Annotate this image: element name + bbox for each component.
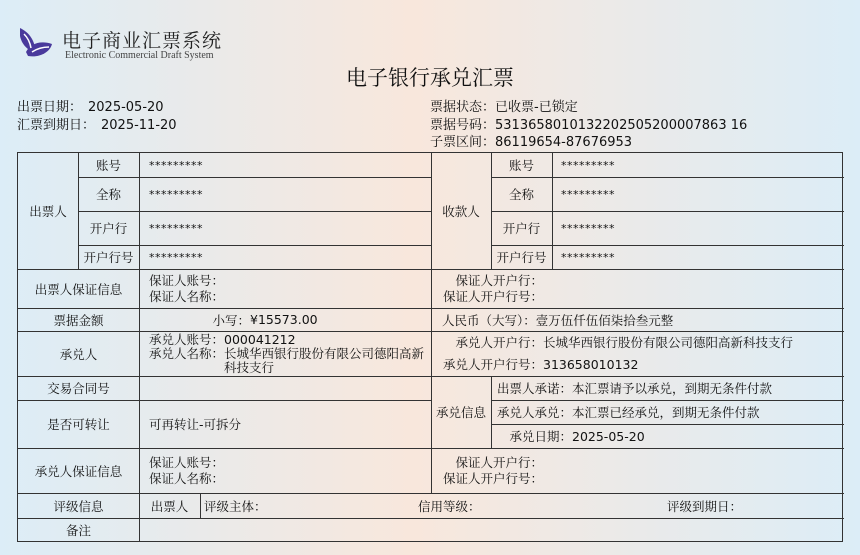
payee-bank-no-value: ********* [561, 250, 615, 264]
drawer-name-label: 全称 [95, 187, 121, 202]
drawer-guarantor-name-label: 保证人名称： [149, 288, 225, 304]
acceptor-name-label: 承兑人名称： [149, 345, 225, 361]
drawer-guarantee-right [442, 269, 842, 308]
payee-name-value: ********* [561, 187, 615, 201]
drawer-bank-value: ********* [149, 221, 203, 235]
drawer-guarantor-account-label: 保证人账号： [149, 272, 225, 288]
drawer-bank-label: 开户行 [89, 221, 128, 236]
acceptance-date [497, 424, 842, 448]
transfer-value: 可再转让-可拆分 [149, 417, 242, 432]
acceptor-guarantor-bank-label: 保证人开户行： [455, 454, 543, 470]
acceptor-account-value: 000041212 [224, 331, 296, 347]
issue-date [17, 96, 164, 115]
sub-bill-range-label: 子票区间： [430, 135, 496, 150]
due-date-value: 2025-11-20 [101, 118, 177, 133]
rating-entity-label: 评级主体： [204, 498, 267, 514]
drawer-guarantor-bank-label: 保证人开户行： [455, 272, 543, 288]
acceptor-label: 承兑人 [59, 346, 98, 362]
acceptor-name-value: 长城华西银行股份有限公司德阳高新科技支行 [224, 345, 425, 375]
rating-expiry [667, 493, 842, 518]
rating-grade-label: 信用等级： [418, 498, 481, 514]
remark-label: 备注 [65, 523, 91, 538]
drawer-bank-no-value: ********* [149, 250, 203, 264]
amount-small [149, 308, 429, 331]
payee-bank-no-label: 开户行号 [496, 250, 547, 265]
bill-status-label: 票据状态： [430, 100, 496, 115]
acceptor-account-label: 承兑人账号： [149, 331, 225, 347]
system-logo [16, 22, 236, 64]
due-date-label: 汇票到期日： [17, 118, 96, 133]
transfer-label: 是否可转让 [47, 417, 110, 432]
payee-bank-label: 开户行 [502, 221, 541, 236]
acceptor-bank-label: 承兑人开户行： [455, 334, 543, 350]
payee-name-label: 全称 [508, 187, 534, 202]
drawer-name-value: ********* [149, 187, 203, 201]
acceptor-left [149, 331, 431, 376]
acceptor-guarantee-left [149, 448, 429, 493]
acceptor-promise [497, 400, 842, 424]
amount-label: 票据金额 [53, 312, 104, 328]
bill-status [430, 96, 578, 115]
payee-account-value: ********* [561, 158, 615, 172]
bill-status-value: 已收票-已锁定 [495, 100, 578, 115]
amount-small-label: 小写： [212, 312, 250, 328]
rating-label: 评级信息 [53, 498, 104, 514]
remark-value [149, 518, 839, 542]
rating-subject: 出票人 [150, 498, 189, 514]
payee-section-label: 收款人 [442, 204, 480, 219]
drawer-promise-label: 出票人承诺： [497, 381, 573, 396]
acceptor-right [442, 331, 842, 376]
acceptor-bank-no-label: 承兑人开户行号： [442, 356, 543, 372]
drawer-guarantee-left [149, 269, 429, 308]
acceptor-bank-no-value: 313658010132 [543, 356, 639, 372]
drawer-promise [497, 376, 842, 400]
acceptor-guarantee-label: 承兑人保证信息 [34, 463, 123, 479]
acceptor-guarantee-right [442, 448, 842, 493]
rating-entity [204, 493, 404, 518]
bill-number-label: 票据号码： [430, 118, 496, 133]
amount-big-label: 人民币（大写）： [442, 312, 536, 328]
due-date [17, 114, 177, 133]
issue-date-label: 出票日期： [17, 100, 83, 115]
drawer-bank-no-label: 开户行号 [83, 250, 134, 265]
acceptor-guarantor-account-label: 保证人账号： [149, 454, 225, 470]
contract-label: 交易合同号 [47, 381, 110, 396]
acceptor-promise-label: 承兑人承兑： [497, 405, 573, 420]
acceptance-date-value: 2025-05-20 [572, 428, 645, 444]
payee-account-label: 账号 [508, 158, 534, 173]
acceptance-date-label: 承兑日期： [509, 429, 572, 444]
rating-grade [418, 493, 618, 518]
contract-value [149, 376, 429, 400]
logo-english-text: Electronic Commercial Draft System [65, 50, 214, 61]
drawer-account-label: 账号 [95, 158, 121, 173]
acceptor-guarantor-bank-no-label: 保证人开户行号： [442, 470, 543, 486]
issue-date-value: 2025-05-20 [88, 100, 164, 115]
rating-expiry-label: 评级到期日： [667, 498, 743, 514]
amount-big [442, 308, 842, 331]
amount-small-value: ¥15573.00 [250, 312, 318, 327]
drawer-account-value: ********* [149, 158, 203, 172]
drawer-promise-value: 本汇票请予以承兑，到期无条件付款 [572, 381, 773, 396]
logo-chinese-text: 电子商业汇票系统 [62, 30, 223, 52]
payee-bank-value: ********* [561, 221, 615, 235]
drawer-guarantee-label: 出票人保证信息 [34, 281, 123, 297]
page-title: 电子银行承兑汇票 [346, 66, 514, 90]
acceptance-info-label: 承兑信息 [435, 405, 486, 420]
acceptor-bank-value: 长城华西银行股份有限公司德阳高新科技支行 [543, 334, 794, 350]
amount-big-value: 壹万伍仟伍佰柒拾叁元整 [535, 312, 674, 328]
drawer-section-label: 出票人 [29, 204, 67, 219]
drawer-guarantor-bank-no-label: 保证人开户行号： [442, 288, 543, 304]
bill-number-value: 5313658010132202505200007863 16 [495, 118, 748, 133]
bill-table [17, 152, 843, 542]
acceptor-promise-value: 本汇票已经承兑，到期无条件付款 [572, 405, 760, 420]
butterfly-logo-icon [16, 22, 56, 62]
acceptor-guarantor-name-label: 保证人名称： [149, 470, 225, 486]
sub-bill-range-value: 86119654-87676953 [495, 135, 633, 150]
sub-bill-range [430, 131, 632, 150]
